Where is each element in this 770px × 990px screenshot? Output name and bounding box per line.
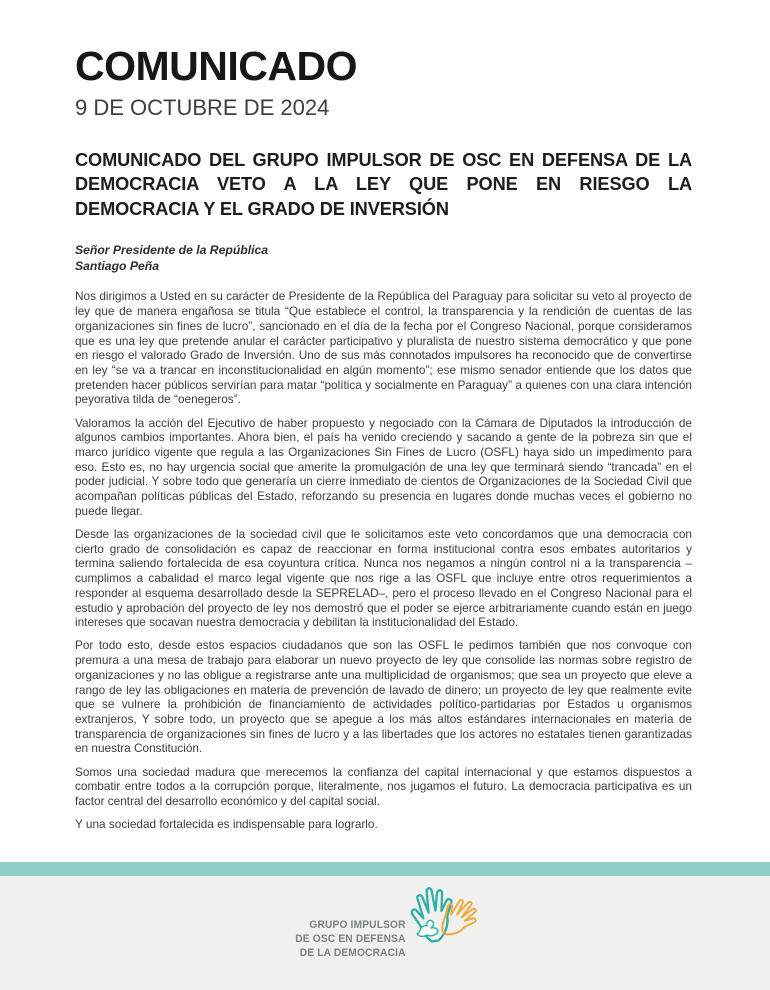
hands-dove-icon <box>409 881 487 960</box>
document-heading: COMUNICADO DEL GRUPO IMPULSOR DE OSC EN DEFENSA DE LA DEMOCRACIA VETO A LA LEY QUE PONE EN RIESGO LA DEMOCRACIA Y EL GRADO DE INVERSIÓN <box>75 150 692 219</box>
salutation-line-1: Señor Presidente de la República <box>75 242 269 257</box>
document-date: 9 DE OCTUBRE DE 2024 <box>75 94 330 120</box>
org-logo <box>283 876 488 960</box>
paragraph-1: Nos dirigimos a Usted en su carácter de Presidente de la República del Paraguay para solicitar su veto al proyecto de ley que de manera engañosa se titula “Que establece el control, la transparencia y la rendición de cuentas de las organizaciones sin fines de lucro”, sancionado en el día de la fecha por el Congreso Nacional, porque consideramos que es una ley que pretende anular el carácter participativo y pluralista de nuestro sistema democrático y que pone en riesgo el valorado Grado de Inversión. Uno de sus más connotados impulsores ha reconocido que de convertirse en ley “se va a trancar en inconstitucionalidad en algún momento”; ese mismo senador entiende que los datos que pretenden hacer públicos servirían para matar “política y socialmente en Paraguay” a quienes con una clara intención peyorativa tilda de “oenegeros”. <box>75 289 692 407</box>
logo-text-line-2: DE OSC EN DEFENSA <box>294 933 406 945</box>
logo-text-line-3: DE LA DEMOCRACIA <box>299 947 406 959</box>
logo-text <box>295 918 405 960</box>
page-title: COMUNICADO <box>75 43 357 89</box>
salutation <box>75 243 692 275</box>
logo-text-line-1: GRUPO IMPULSOR <box>309 919 406 931</box>
paragraph-6: Y una sociedad fortalecida es indispensable para lograrlo. <box>75 817 378 832</box>
footer <box>0 876 770 990</box>
letter-paragraphs <box>75 289 692 831</box>
divider-bar <box>0 862 770 876</box>
paragraph-5: Somos una sociedad madura que merecemos la confianza del capital internacional y que estamos dispuestos a combatir entre todos a la corrupción porque, literalmente, nos jugamos el futuro. La democracia participativa es un factor central del desarrollo económico y del capital social. <box>75 764 692 808</box>
paragraph-2: Valoramos la acción del Ejecutivo de haber propuesto y negociado con la Cámara de Diputados la introducción de algunos cambios importantes. Ahora bien, el país ha venido creciendo y sacando a gente de la pobreza sin que el marco jurídico vigente que regula a las Organizaciones Sin Fines de Lucro (OSFL) haya sido un impedimento para eso. Esto es, no hay urgencia social que amerite la promulgación de una ley que terminará siendo “trancada” en el poder judicial. Y sobre todo que generaría un cierre inmediato de cientos de Organizaciones de la Sociedad Civil que acompañan políticas públicas del Estado, reforzando su presencia en lugares donde muchas veces el gobierno no puede llegar. <box>75 415 692 518</box>
paragraph-3: Desde las organizaciones de la sociedad civil que le solicitamos este veto concordamos que una democracia con cierto grado de consolidación es capaz de reaccionar en forma institucional contra esos embates autoritarios y termina saliendo fortalecida de esa coyuntura crítica. Nunca nos negamos a ningún control ni a la transparencia – cumplimos a cabalidad el marco legal vigente que nos rige a las OSFL que incluye entre otros requerimientos a responder al esquema desarrollado desde la SEPRELAD–, pero el proceso llevado en el Congreso Nacional para el estudio y aprobación del proyecto de ley nos demostró que el poder se ejerce arbitrariamente cuando están en juego intereses que socavan nuestra democracia y debilitan la institucionalidad del Estado. <box>75 526 692 630</box>
paragraph-4: Por todo esto, desde estos espacios ciudadanos que son las OSFL le pedimos también que nos convoque con premura a una mesa de trabajo para elaborar un nuevo proyecto de ley que consolide las normas sobre registro de organizaciones y no las obligue a registrarse ante una multiplicidad de organismos; que sea un proyecto que eleve a rango de ley las obligaciones en materia de prevención de lavado de dinero; un proyecto de ley que realmente evite que se vulnere la prohibición de financiamiento de actividades político-partidarias por Estados u organismos extranjeros, Y sobre todo, un proyecto que se apegue a los más altos estándares internacionales en materia de transparencia de organizaciones sin fines de lucro y a las libertades que los actores no estatales tienen garantizadas en nuestra Constitución. <box>75 638 692 756</box>
salutation-line-2: Santiago Peña <box>75 258 159 273</box>
